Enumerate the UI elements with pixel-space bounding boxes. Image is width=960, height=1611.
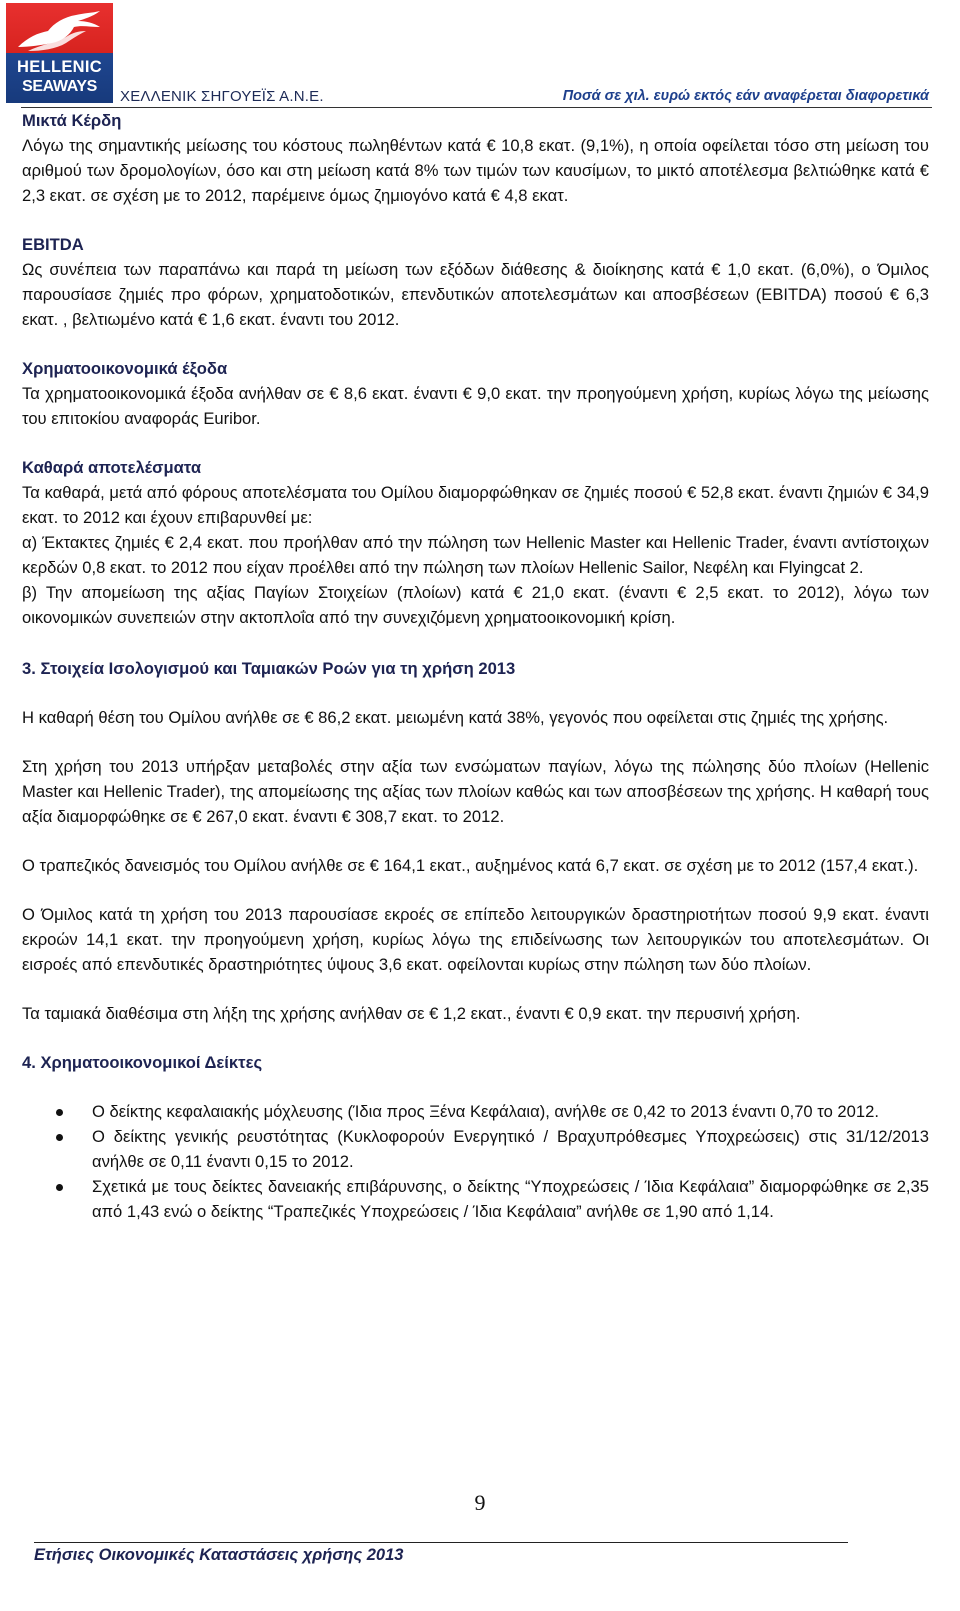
list-item: Σχετικά με τους δείκτες δανειακής επιβάρυνσης, ο δείκτης “Υποχρεώσεις / Ίδια Κεφάλαια” διαμορφώθηκε σε 2,35 από 1,43 ενώ ο δείκτης “Τραπεζικές Υποχρεώσεις / Ίδια Κεφάλαια” ανήλθε σε 1,90 από 1,14.: [22, 1174, 929, 1224]
paragraph-net-results-a: α) Έκτακτες ζημιές € 2,4 εκατ. που προήλθαν από την πώληση των Hellenic Master και Hellenic Trader, έναντι αντίστοιχων κερδών 0,8 εκατ. το 2012 που είχαν προέλθει από την πώληση των πλοίων Hellenic Sailor, Νεφέλη και Flyingcat 2.: [22, 533, 929, 577]
ratios-list: [22, 1099, 929, 1224]
section-title-ebitda: EBITDA: [22, 235, 84, 254]
bullet-icon: [56, 1109, 63, 1116]
hellenic-seaways-logo: [6, 3, 113, 103]
paragraph-gross-profit: Λόγω της σημαντικής μείωσης του κόστους πωληθέντων κατά € 10,8 εκατ. (9,1%), η οποία οφείλεται τόσο στη μείωση του αριθμού των δρομολογίων, όσο και στη μείωση κατά 8% των τιμών των καυσίμων, το μικτό αποτέλεσμα βελτιώθηκε κατά € 2,3 εκατ. σε σχέση με το 2012, παρέμεινε όμως ζημιογόνο κατά € 4,8 εκατ.: [22, 136, 929, 205]
paragraph-fixed-assets: Στη χρήση του 2013 υπήρξαν μεταβολές στην αξία των ενσώματων παγίων, λόγω της πώλησης δύο πλοίων (Hellenic Master και Hellenic Trader), της απομείωσης της αξίας των πλοίων καθώς και των αποσβέσεων της χρήσης. Η καθαρή τους αξία διαμορφώθηκε σε € 267,0 εκατ. έναντι € 308,7 εκατ. το 2012.: [22, 757, 929, 826]
document-body: [22, 108, 929, 1224]
section-title-gross-profit: Μικτά Κέρδη: [22, 111, 122, 130]
units-note: Ποσά σε χιλ. ευρώ εκτός εάν αναφέρεται διαφορετικά: [562, 88, 929, 104]
section-title-net-results: Καθαρά αποτελέσματα: [22, 458, 202, 477]
bullet-icon: [56, 1134, 63, 1141]
page-number: 9: [474, 1490, 486, 1515]
paragraph-equity: Η καθαρή θέση του Ομίλου ανήλθε σε € 86,2 εκατ. μειωμένη κατά 38%, γεγονός που οφείλεται στις ζημιές της χρήσης.: [22, 708, 889, 727]
paragraph-cash-flows: Ο Όμιλος κατά τη χρήση του 2013 παρουσίασε εκροές σε επίπεδο λειτουργικών δραστηριοτήτων ποσού 9,9 εκατ. έναντι εκροών 14,1 εκατ. την προηγούμενη χρήση, κυρίως λόγω της επιδείνωσης των λειτουργικών του αποτελεσμάτων. Οι εισροές από επενδυτικές δραστηριότητες ύψους 3,6 εκατ. οφείλονται κυρίως στην πώληση των δύο πλοίων.: [22, 905, 929, 974]
section-title-ratios: 4. Χρηματοοικονομικοί Δείκτες: [22, 1053, 263, 1072]
section-title-balance-sheet: 3. Στοιχεία Ισολογισμού και Ταμιακών Ροών για τη χρήση 2013: [22, 659, 516, 678]
logo-text-line1: HELLENIC: [17, 58, 102, 76]
paragraph-net-results: Τα καθαρά, μετά από φόρους αποτελέσματα του Ομίλου διαμορφώθηκαν σε ζημιές ποσού € 52,8 εκατ. έναντι ζημιών € 34,9 εκατ. το 2012 και έχουν επιβαρυνθεί με:: [22, 483, 929, 527]
list-item: Ο δείκτης γενικής ρευστότητας (Κυκλοφορούν Ενεργητικό / Βραχυπρόθεσμες Υποχρεώσεις) στις 31/12/2013 ανήλθε σε 0,11 έναντι 0,15 το 2012.: [22, 1124, 929, 1174]
logo-text-line2: SEAWAYS: [22, 78, 97, 95]
paragraph-ebitda: Ως συνέπεια των παραπάνω και παρά τη μείωση των εξόδων διάθεσης & διοίκησης κατά € 1,0 εκατ. (6,0%), ο Όμιλος παρουσίασε ζημιές προ φόρων, χρηματοδοτικών, επενδυτικών αποτελεσμάτων και αποσβέσεων (EBITDA) ποσού € 6,3 εκατ. , βελτιωμένο κατά € 1,6 εκατ. έναντι του 2012.: [22, 260, 929, 329]
list-item: Ο δείκτης κεφαλαιακής μόχλευσης (Ίδια προς Ξένα Κεφάλαια), ανήλθε σε 0,42 το 2013 έναντι 0,70 το 2012.: [22, 1099, 929, 1124]
company-name: ΧΕΛΛΕΝΙΚ ΣΗΓΟΥΕΪΣ Α.Ν.Ε.: [120, 88, 324, 105]
footer-title: Ετήσιες Οικονομικές Καταστάσεις χρήσης 2013: [34, 1546, 404, 1564]
paragraph-cash: Τα ταμιακά διαθέσιμα στη λήξη της χρήσης ανήλθαν σε € 1,2 εκατ., έναντι € 0,9 εκατ. την περυσινή χρήση.: [22, 1004, 801, 1023]
paragraph-net-results-b: β) Την απομείωση της αξίας Παγίων Στοιχείων (πλοίων) κατά € 21,0 εκατ. (έναντι € 2,5 εκατ. το 2012), λόγω των οικονομικών συνεπειών στην ακτοπλοΐα από την συνεχιζόμενη χρηματοοικονομική κρίση.: [22, 583, 929, 627]
paragraph-financial-expenses: Τα χρηματοοικονομικά έξοδα ανήλθαν σε € 8,6 εκατ. έναντι € 9,0 εκατ. την προηγούμενη χρήση, κυρίως λόγω της μείωσης του επιτοκίου αναφοράς Euribor.: [22, 384, 929, 428]
footer-divider: [34, 1542, 848, 1543]
bullet-icon: [56, 1184, 63, 1191]
horse-logo-icon: [14, 7, 104, 55]
section-title-financial-expenses: Χρηματοοικονομικά έξοδα: [22, 359, 228, 378]
page-header: [0, 0, 960, 108]
paragraph-bank-debt: Ο τραπεζικός δανεισμός του Ομίλου ανήλθε σε € 164,1 εκατ., αυξημένος κατά 6,7 εκατ. σε σχέση με το 2012 (157,4 εκατ.).: [22, 856, 919, 875]
